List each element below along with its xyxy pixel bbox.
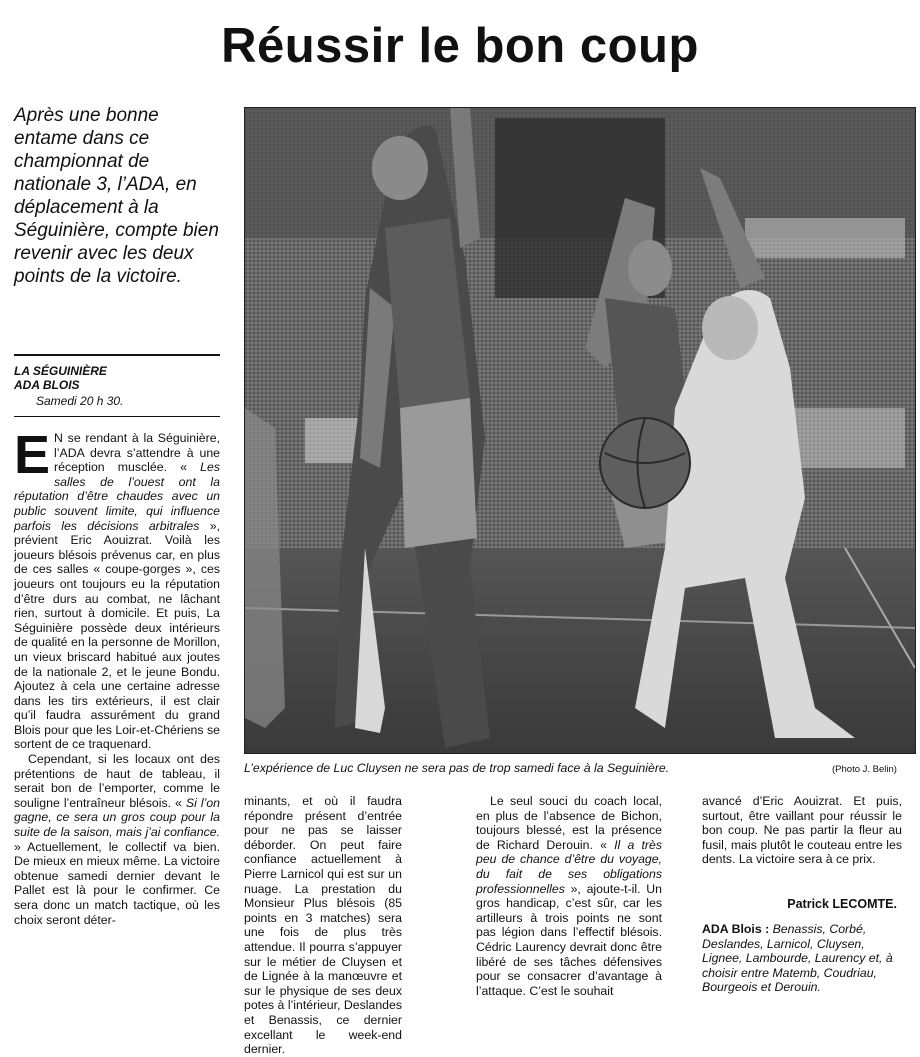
- away-team: ADA BLOIS: [14, 378, 80, 392]
- lineup-players: Benassis, Corbé, Deslandes, Larnicol, Cluysen, Lignee, Lambourde, Laurency et, à choisir entre Matemb, Coudriau, Bourgeois et Derouin.: [702, 922, 893, 995]
- text: », ajoute-t-il. Un gros handicap, c’est sûr, car les artilleurs à trois points ne sont pas légion dans l’effectif blésois. Cédric Laurency devrait donc être libéré de ses tâches défensives pour se consacrer d’avantage à l’attaque. C’est le souhait: [476, 881, 662, 998]
- article-column-3: [476, 794, 662, 998]
- article-column-2: [244, 794, 402, 1057]
- article-column-1: [14, 425, 220, 927]
- article-column-4: [702, 794, 902, 867]
- team-lineup: [702, 922, 902, 995]
- quote: Il a très peu de chance d’être du voyage, du fait de ses obligations professionnelles: [476, 837, 662, 896]
- photo-illustration: [245, 108, 915, 753]
- paragraph: [476, 794, 662, 998]
- quote: Les salles de l’ouest ont la réputation d’être chaudes avec un public souvent limite, qui influence parfois les décisions arbitrales: [14, 460, 220, 533]
- text: Cependant, si les locaux ont des prétentions de haut de tableau, il serait bon de l’emporter, comme le souligne l’entraîneur blésois. «: [14, 752, 220, 810]
- paragraph: avancé d’Eric Aouizrat. Et puis, surtout, être vaillant pour réussir le bon coup. Ne pas partir la fleur au fusil, mais plutôt le couteau entre les dents. La victoire sera à ce prix.: [702, 794, 902, 867]
- home-team: LA SÉGUINIÈRE: [14, 364, 107, 378]
- text: N se rendant à la Séguinière, l’ADA devra s’attendre à une réception musclée. «: [54, 431, 220, 475]
- text: » Actuellement, le collectif va bien. De mieux en mieux même. La victoire obtenue samedi dernier devant le Pallet est là pour le confirmer. Ce sera donc un match tactique, où les choix seront déter-: [14, 839, 220, 927]
- quote: Si l’on gagne, ce sera un gros coup pour la suite de la saison, mais j’ai confiance.: [14, 795, 220, 840]
- photo-caption: L’expérience de Luc Cluysen ne sera pas de trop samedi face à la Seguinière.: [244, 761, 670, 775]
- paragraph: [14, 425, 220, 752]
- basketball-photo: [244, 107, 916, 754]
- drop-cap: E: [14, 425, 51, 485]
- lineup-team: ADA Blois :: [702, 922, 770, 936]
- text: Le seul souci du coach local, en plus de l’absence de Bichon, toujours blessé, est la présence de Richard Derouin. «: [476, 794, 662, 852]
- author-byline: Patrick LECOMTE.: [787, 897, 897, 911]
- match-box: [14, 364, 220, 408]
- text: », prévient Eric Aouizrat. Voilà les joueurs blésois prévenus car, en plus de ces salles « coupe-gorges », ces joueurs ont toujours eu la réputation d’être durs au combat, ne lâchant rien, surtout à domicile. Et puis, La Séguinière possède deux intérieurs de qualité en la personne de Morillon, un vieux briscard habitué aux joutes de la nationale 2, et le jeune Bondu. Ajoutez à cela une certaine adresse dans les tirs extérieurs, il est clair qu’il faudra assurément du grand Blois pour que les Loir-et-Chériens se sortent de ce traquenard.: [14, 518, 220, 752]
- match-date: Samedi 20 h 30.: [36, 394, 124, 408]
- headline: Réussir le bon coup: [221, 19, 699, 73]
- divider: [14, 354, 220, 356]
- divider: [14, 416, 220, 417]
- photo-credit: (Photo J. Belin): [832, 764, 897, 775]
- article-deck: Après une bonne entame dans ce championnat de nationale 3, l’ADA, en déplacement à la Séguinière, compte bien revenir avec les deux points de la victoire.: [14, 105, 219, 287]
- paragraph: [14, 752, 220, 927]
- paragraph: minants, et où il faudra répondre présent d’entrée pour ne pas se laisser déborder. On peut faire confiance actuellement à Pierre Larnicol qui est sur un nuage. La prestation du Monsieur Plus blésois (85 points en 3 matches) sera une fois de plus très attendue. Il pourra s’appuyer sur le métier de Cluysen et de Lignée à la manœuvre et sur le physique de ses deux potes à l’intérieur, Deslandes et Benassis, ce dernier excellant le week-end dernier.: [244, 794, 402, 1057]
